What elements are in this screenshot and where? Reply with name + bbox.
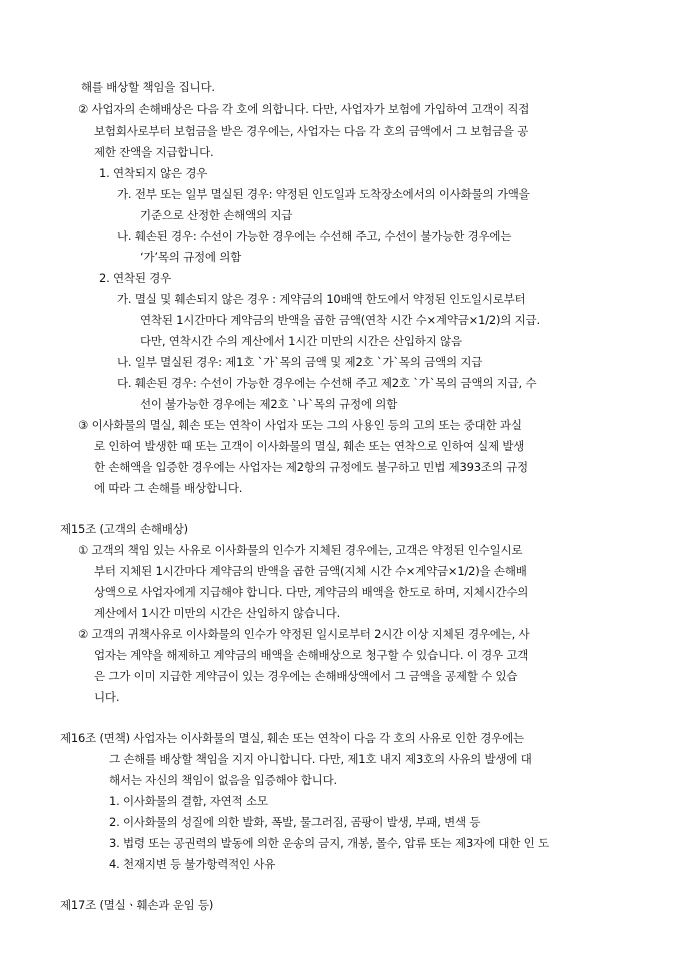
text-line: 제한 잔액을 지급합니다. — [94, 145, 214, 159]
item-heading: 1. 연착되지 않은 경우 — [99, 166, 208, 180]
article-15-heading: 제15조 (고객의 손해배상) — [60, 522, 188, 536]
paragraph-2-line: ② 고객의 귀책사유로 이사화물의 인수가 약정된 일시로부터 2시간 이상 지체된 경우에는, 사 — [78, 627, 530, 641]
subitem-line: ‘가’목의 규정에 의함 — [140, 250, 242, 264]
text-line: 업자는 계약을 해제하고 계약금의 배액을 손해배상으로 청구할 수 있습니다. 이 경우 고객 — [94, 648, 529, 662]
list-item: 2. 이사화물의 성질에 의한 발화, 폭발, 물그러짐, 곰팡이 발생, 부패, 변색 등 — [109, 815, 481, 829]
text-line: 상액으로 사업자에게 지급해야 합니다. 다만, 계약금의 배액을 한도로 하며, 지체시간수의 — [94, 585, 529, 599]
subitem-line: 나. 일부 멸실된 경우: 제1호 `가`목의 금액 및 제2호 `가`목의 금액의 지급 — [117, 355, 483, 369]
text-line: 그 손해를 배상할 책임을 지지 아니합니다. 다만, 제1호 내지 제3호의 사유의 발생에 대 — [109, 752, 532, 766]
text-line: 로 인하여 발생한 때 또는 고객이 이사화물의 멸실, 훼손 또는 연착으로 인하여 실제 발생 — [94, 439, 525, 453]
paragraph-2-line: ② 사업자의 손해배상은 다음 각 호에 의합니다. 다만, 사업자가 보험에 가입하여 고객이 직접 — [78, 102, 530, 116]
text-line: 해서는 자신의 책임이 없음을 입증해야 합니다. — [109, 773, 338, 787]
subitem-line: 나. 훼손된 경우: 수선이 가능한 경우에는 수선해 주고, 수선이 불가능한 경우에는 — [117, 229, 512, 243]
text-line: 에 따라 그 손해를 배상합니다. — [94, 481, 243, 495]
subitem-line: 선이 불가능한 경우에는 제2호 `나`목의 규정에 의함 — [140, 397, 398, 411]
article-17-heading: 제17조 (멸실ㆍ훼손과 운임 등) — [60, 898, 214, 912]
subitem-line: 기준으로 산정한 손해액의 지급 — [140, 208, 293, 222]
item-heading: 2. 연착된 경우 — [99, 271, 172, 285]
subitem-line: 연착된 1시간마다 계약금의 반액을 곱한 금액(연착 시간 수×계약금×1/2)의 지급. — [140, 313, 540, 327]
text-line: 해를 배상할 책임을 집니다. — [81, 80, 215, 94]
text-line: 한 손해액을 입증한 경우에는 사업자는 제2항의 규정에도 불구하고 민법 제393조의 규정 — [94, 460, 528, 474]
text-line: 은 그가 이미 지급한 계약금이 있는 경우에는 손해배상액에서 그 금액을 공제할 수 있습 — [94, 669, 518, 683]
subitem-line: 가. 전부 또는 일부 멸실된 경우: 약정된 인도일과 도착장소에서의 이사화물의 가액을 — [117, 187, 530, 201]
list-item: 3. 법령 또는 공권력의 발동에 의한 운송의 금지, 개봉, 몰수, 압류 또는 제3자에 대한 인 도 — [109, 836, 549, 850]
article-16-heading: 제16조 (면책) 사업자는 이사화물의 멸실, 훼손 또는 연착이 다음 각 호의 사유로 인한 경우에는 — [60, 731, 524, 745]
paragraph-1-line: ① 고객의 책임 있는 사유로 이사화물의 인수가 지체된 경우에는, 고객은 약정된 인수일시로 — [78, 543, 523, 557]
text-line: 부터 지체된 1시간마다 계약금의 반액을 곱한 금액(지체 시간 수×계약금×1/2)을 손해배 — [94, 564, 527, 578]
text-line: 니다. — [94, 690, 120, 704]
text-line: 보험회사로부터 보험금을 받은 경우에는, 사업자는 다음 각 호의 금액에서 그 보험금을 공 — [94, 124, 529, 138]
paragraph-3-line: ③ 이사화물의 멸실, 훼손 또는 연착이 사업자 또는 그의 사용인 등의 고의 또는 중대한 과실 — [78, 418, 522, 432]
subitem-line: 가. 멸실 및 훼손되지 않은 경우 : 계약금의 10배액 한도에서 약정된 인도일시로부터 — [117, 292, 526, 306]
subitem-line: 다. 훼손된 경우: 수선이 가능한 경우에는 수선해 주고 제2호 `가`목의 금액의 지급, 수 — [117, 376, 537, 390]
list-item: 4. 천재지변 등 불가항력적인 사유 — [109, 857, 276, 871]
subitem-line: 다만, 연착시간 수의 계산에서 1시간 미만의 시간은 산입하지 않음 — [140, 334, 462, 348]
list-item: 1. 이사화물의 결함, 자연적 소모 — [109, 794, 268, 808]
text-line: 계산에서 1시간 미만의 시간은 산입하지 않습니다. — [94, 606, 341, 620]
